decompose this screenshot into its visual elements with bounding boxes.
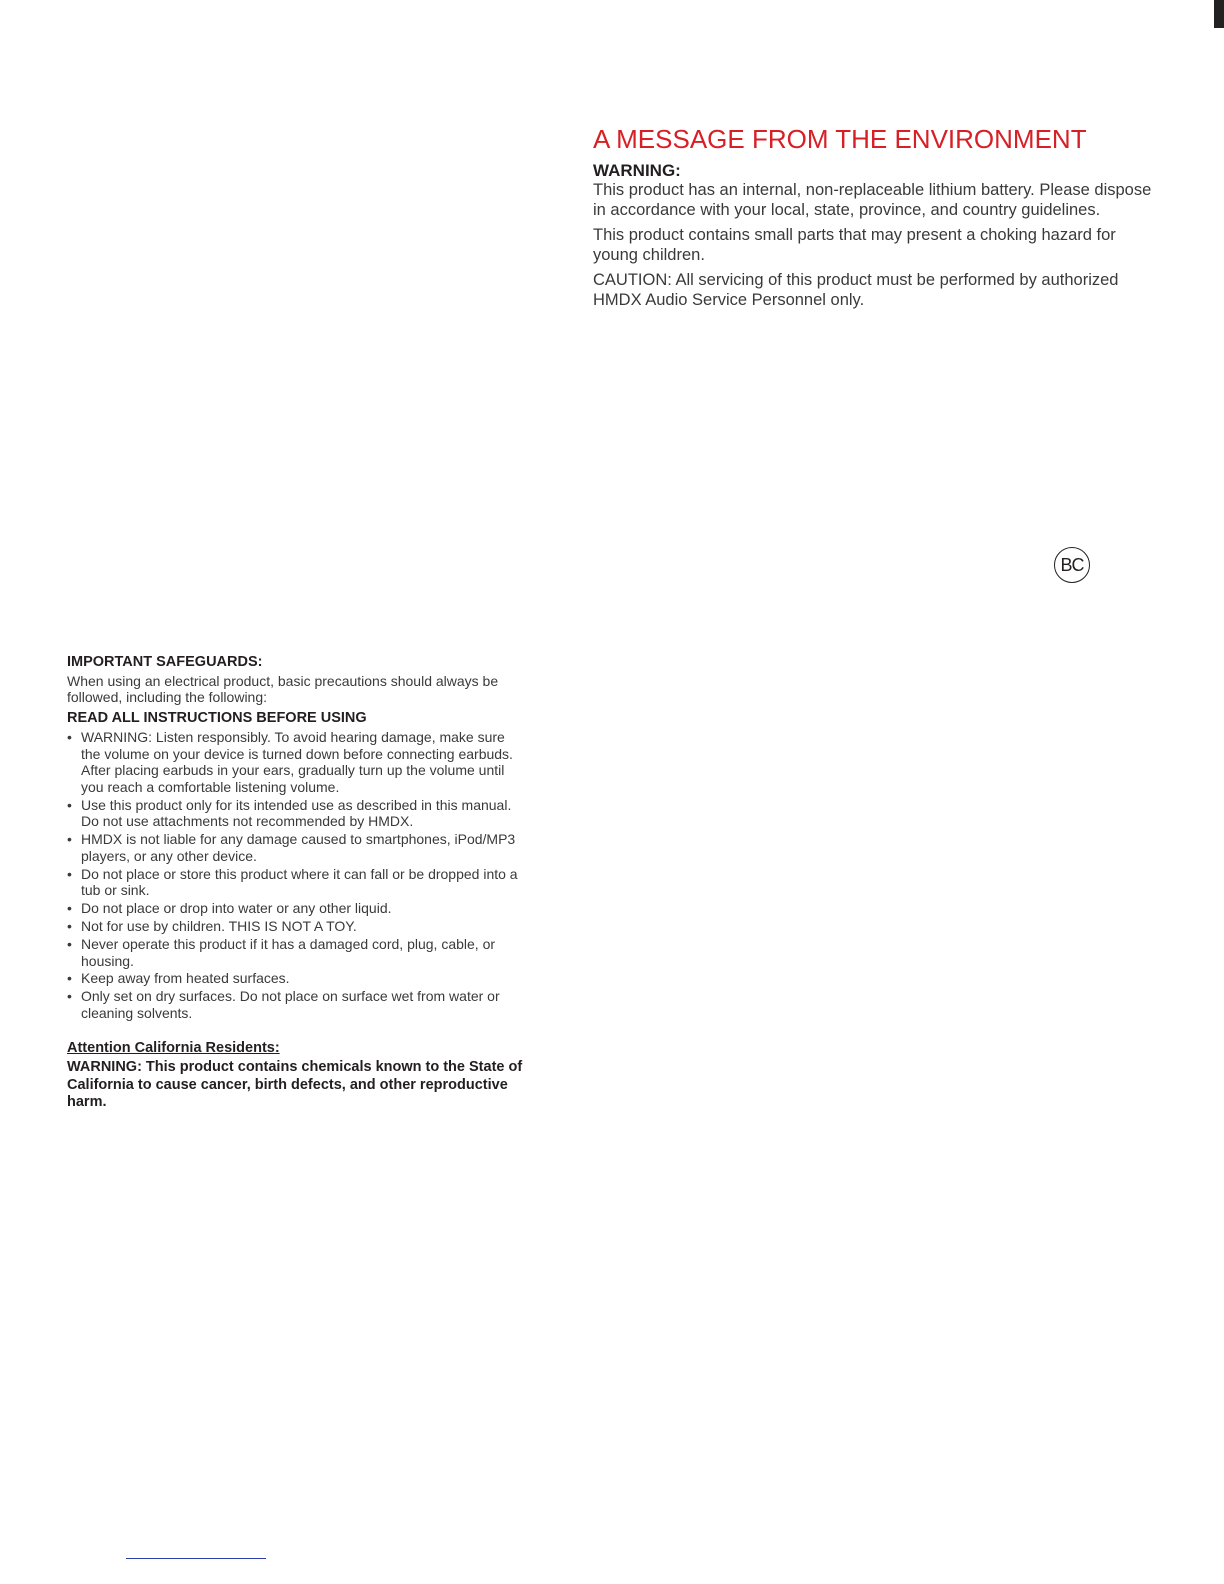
bullet-icon: • (67, 865, 72, 882)
page-edge-mark (1214, 0, 1224, 28)
list-item-text: HMDX is not liable for any damage caused to smartphones, iPod/MP3 players, or any other device. (81, 831, 516, 864)
list-item (67, 988, 527, 1021)
bullet-icon: • (67, 900, 72, 917)
safeguards-intro: When using an electrical product, basic precautions should always be followed, including the following: (67, 673, 499, 705)
battery-disposal-paragraph: This product has an internal, non-replaceable lithium battery. Please dispose in accordance with your local, state, province, and country guidelines. (593, 181, 1152, 219)
safeguards-heading: IMPORTANT SAFEGUARDS: (67, 654, 263, 670)
list-item-text: Only set on dry surfaces. Do not place on surface wet from water or cleaning solvents. (81, 988, 500, 1021)
list-item-text: Use this product only for its intended use as described in this manual. Do not use attachments not recommended by HMDX. (81, 796, 512, 830)
safeguards-section (67, 653, 527, 1111)
bc-recycling-icon: BC (1054, 547, 1090, 583)
instructions-subheading: READ ALL INSTRUCTIONS BEFORE USING (67, 710, 367, 726)
environment-warning-heading: WARNING: (593, 161, 681, 180)
list-item (67, 900, 527, 917)
list-item (67, 866, 527, 899)
list-item (67, 831, 527, 864)
bullet-icon: • (67, 918, 72, 935)
environment-title: A MESSAGE FROM THE ENVIRONMENT (593, 124, 1087, 154)
list-item-text: Keep away from heated surfaces. (81, 970, 290, 987)
environment-section (593, 124, 1163, 316)
servicing-caution-paragraph: CAUTION: All servicing of this product must be performed by authorized HMDX Audio Service Personnel only. (593, 271, 1119, 309)
list-item (67, 970, 527, 987)
list-item (67, 936, 527, 969)
choking-hazard-paragraph: This product contains small parts that may present a choking hazard for young children. (593, 226, 1116, 264)
bullet-icon: • (67, 796, 72, 813)
footer-rule (126, 1558, 266, 1559)
list-item-text: Never operate this product if it has a damaged cord, plug, cable, or housing. (81, 935, 496, 969)
california-heading: Attention California Residents: (67, 1040, 280, 1057)
list-item (67, 729, 527, 795)
list-item-text: Do not place or drop into water or any other liquid. (81, 900, 392, 917)
bullet-icon: • (67, 970, 72, 987)
list-item (67, 797, 527, 830)
bullet-icon: • (67, 988, 72, 1005)
california-warning: WARNING: This product contains chemicals known to the State of California to cause cancer, birth defects, and other reproductive harm. (67, 1059, 523, 1110)
safeguards-list (67, 729, 527, 1021)
list-item (67, 918, 527, 935)
bullet-icon: • (67, 831, 72, 848)
bullet-icon: • (67, 935, 72, 952)
list-item-text: Not for use by children. THIS IS NOT A TOY. (81, 918, 357, 935)
list-item-text: Do not place or store this product where it can fall or be dropped into a tub or sink. (81, 865, 518, 899)
list-item-text: WARNING: Listen responsibly. To avoid hearing damage, make sure the volume on your device is turned down before connecting earbuds. After placing earbuds in your ears, gradually turn up the volume until you reach a comfortable listening volume. (81, 729, 513, 795)
bullet-icon: • (67, 729, 72, 745)
